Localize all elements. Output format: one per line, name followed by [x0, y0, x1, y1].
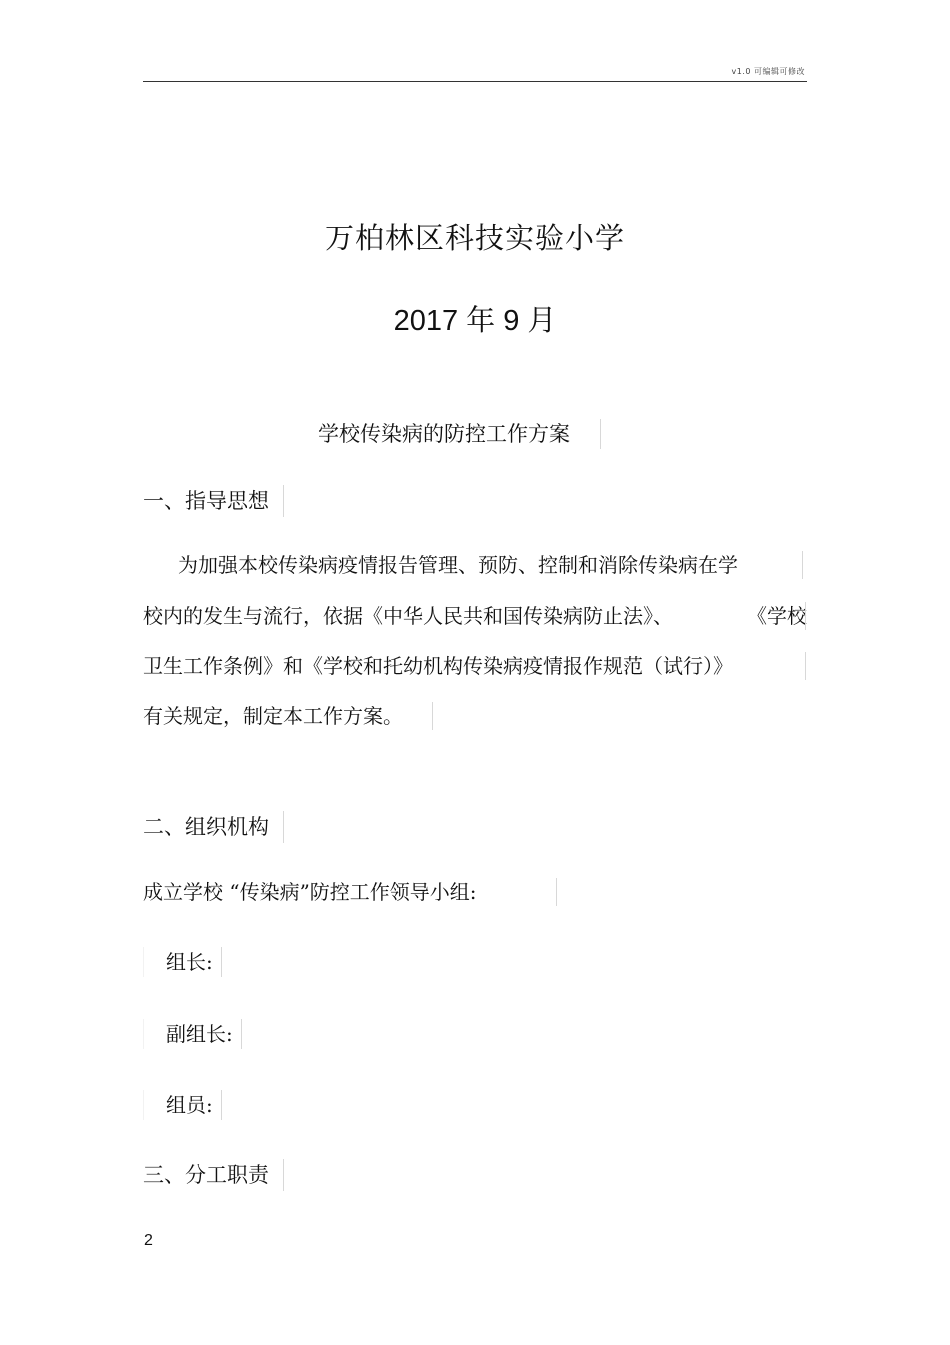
- line-end-marker: [556, 878, 557, 906]
- line-end-marker: [802, 551, 803, 579]
- section-heading-guiding-thought: 一、指导思想: [143, 485, 284, 517]
- deputy-leader-label: 副组长:: [143, 1019, 242, 1049]
- page-number: 2: [144, 1232, 153, 1249]
- line-end-marker: [432, 702, 433, 730]
- line-end-marker: [805, 652, 806, 680]
- document-title: 学校传染病的防控工作方案: [318, 419, 601, 449]
- section-heading-organization: 二、组织机构: [143, 811, 284, 843]
- header-version-note: v1.0 可编辑可修改: [731, 67, 805, 76]
- paragraph-line-1: 为加强本校传染病疫情报告管理、预防、控制和消除传染病在学: [178, 553, 738, 577]
- paragraph-line-2: 校内的发生与流行，依据《中华人民共和国传染病防止法》、: [143, 604, 673, 628]
- line-end-marker: [805, 602, 806, 630]
- leadership-group-intro: 成立学校 “传染病”防控工作领导小组:: [143, 880, 477, 904]
- paragraph-line-2-tail: 《学校: [747, 604, 807, 628]
- paragraph-line-4: 有关规定，制定本工作方案。: [143, 704, 403, 728]
- section-heading-responsibilities: 三、分工职责: [143, 1159, 284, 1191]
- header-rule: [143, 81, 807, 82]
- group-leader-label: 组长:: [143, 947, 222, 977]
- group-member-label: 组员:: [143, 1090, 222, 1120]
- school-name: 万柏林区科技实验小学: [324, 221, 625, 255]
- paragraph-line-3: 卫生工作条例》和《学校和托幼机构传染病疫情报作规范（试行）》: [143, 654, 733, 678]
- document-date: 2017 年 9 月: [393, 305, 557, 337]
